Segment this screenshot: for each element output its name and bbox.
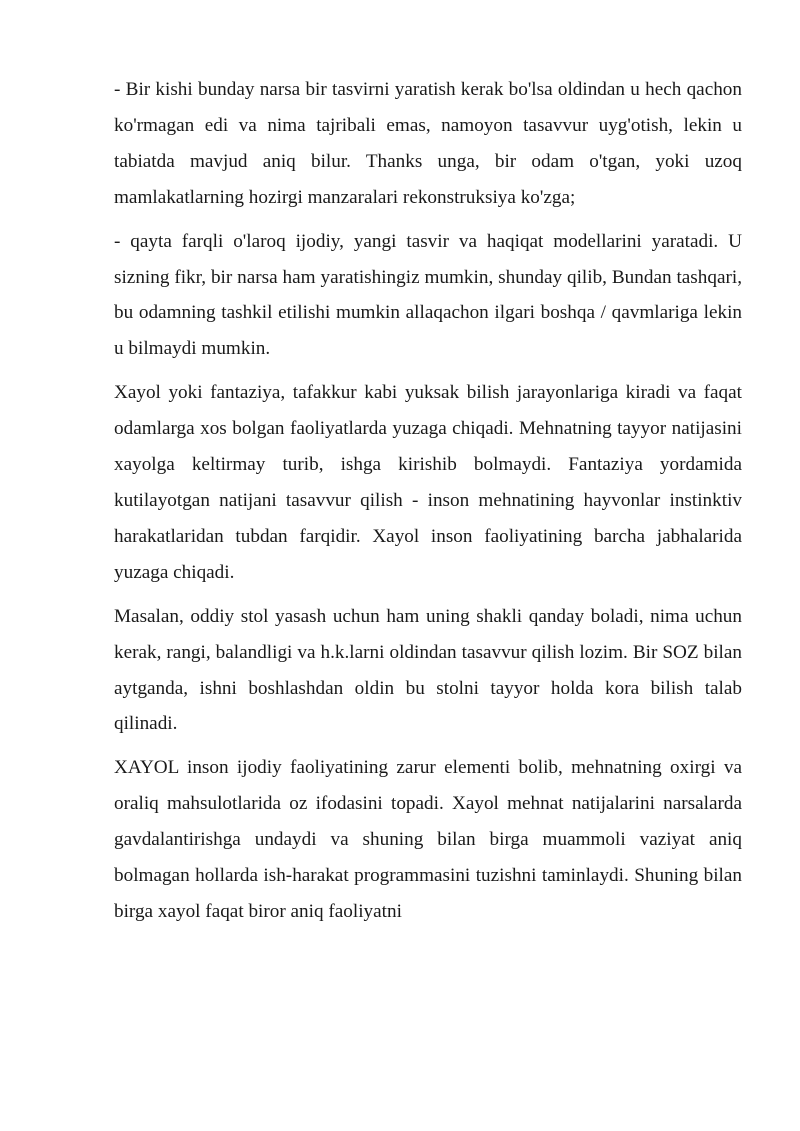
paragraph-4: Masalan, oddiy stol yasash uchun ham uning shakli qanday boladi, nima uchun kerak, rangi, balandligi va h.k.larni oldindan tasavvur qilish lozim. Bir SOZ bilan aytganda, ishni boshlashdan oldin bu stolni tayyor holda kora bilish talab qilinadi. bbox=[114, 605, 742, 735]
paragraph-5: XAYOL inson ijodiy faoliyatining zarur elementi bolib, mehnatning oxirgi va oraliq mahsulotlarida oz ifodasini topadi. Xayol mehnat natijalarini narsalarda gavdalantirishga undaydi va shuning bilan birga muammoli vaziyat aniq bolmagan hollarda ish-harakat programmasini tuzishni taminlaydi. Shuning bilan birga xayol faqat biror aniq faoliyatni bbox=[114, 757, 742, 922]
paragraph-1: - Bir kishi bunday narsa bir tasvirni yaratish kerak bo'lsa oldindan u hech qachon ko'rmagan edi va nima tajribali emas, namoyon tasavvur uyg'otish, lekin u tabiatda mavjud aniq bilur. Thanks unga, bir odam o'tgan, yoki uzoq mamlakatlarning hozirgi manzaralari rekonstruksiya ko'zga; bbox=[114, 79, 742, 208]
document-page bbox=[114, 72, 742, 938]
paragraph-2: - qayta farqli o'laroq ijodiy, yangi tasvir va haqiqat modellarini yaratadi. U sizning fikr, bir narsa ham yaratishingiz mumkin, shunday qilib, Bundan tashqari, bu odamning tashkil etilishi mumkin allaqachon ilgari boshqa / qavmlariga lekin u bilmaydi mumkin. bbox=[114, 230, 742, 360]
paragraph-3: Xayol yoki fantaziya, tafakkur kabi yuksak bilish jarayonlariga kiradi va faqat odamlarga xos bolgan faoliyatlarda yuzaga chiqadi. Mehnatning tayyor natijasini xayolga keltirmay turib, ishga kirishib bolmaydi. Fantaziya yordamida kutilayotgan natijani tasavvur qilish - inson mehnatining hayvonlar instinktiv harakatlaridan tubdan farqidir. Xayol inson faoliyatining barcha jabhalarida yuzaga chiqadi. bbox=[114, 382, 742, 583]
